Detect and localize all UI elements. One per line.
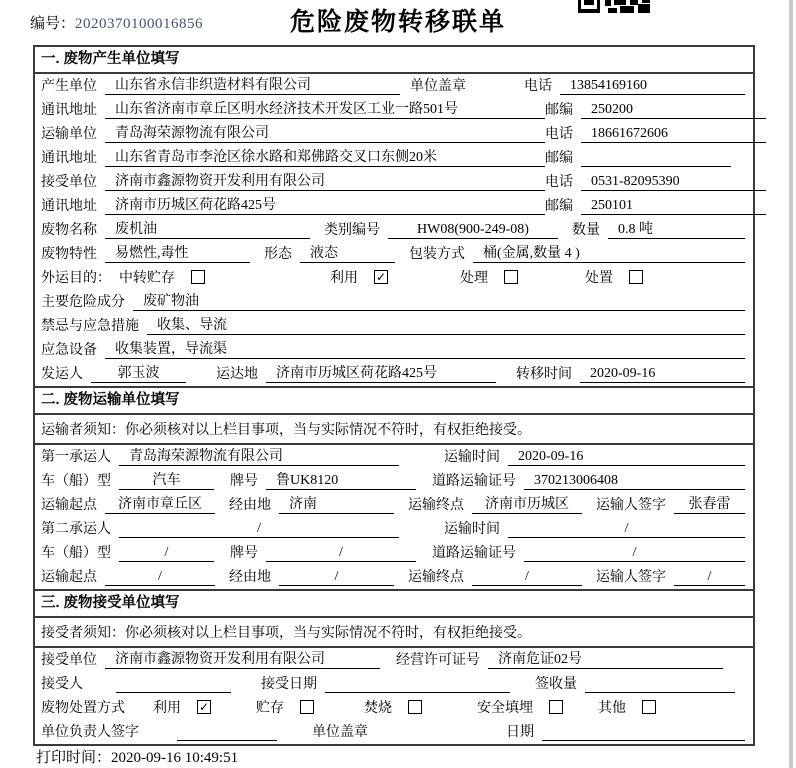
print-time-label: 打印时间：: [36, 750, 112, 766]
transport-time2-value: /: [508, 521, 745, 538]
producer-zip-value: 250200: [581, 102, 766, 119]
hazard-component-label: 主要危险成分: [41, 295, 125, 310]
disposal-use-label: 利用: [153, 701, 181, 716]
purpose-option-storage: [119, 267, 205, 287]
receiver-zip-label: 邮编: [545, 199, 573, 214]
route1-via-value: 济南: [279, 493, 394, 514]
route2-via-value: /: [279, 569, 394, 586]
receiver-zip-value: 250101: [581, 198, 766, 215]
transporter-address-row: [35, 146, 753, 170]
disposal-option-storage: [256, 697, 314, 717]
accept-date-label: 接受日期: [261, 677, 317, 692]
disposal-storage-label: 贮存: [256, 701, 284, 716]
waste-form-value: 液态: [300, 242, 395, 263]
vehicle2-row: [35, 541, 753, 565]
purpose-option-treat: [460, 267, 518, 287]
checkbox-mark: ✓: [198, 699, 210, 714]
receiver-address-row: [35, 194, 753, 218]
route2-start-value: /: [105, 569, 215, 586]
emergency-equipment-label: 应急设备: [41, 343, 97, 358]
purpose-option-use: [330, 267, 388, 287]
transporter-phone-value: 18661672606: [581, 126, 766, 143]
hazard-component-value: 废矿物油: [133, 290, 745, 311]
producer-label: 产生单位: [41, 79, 97, 94]
disposal-incinerate-label: 焚烧: [364, 701, 392, 716]
page-title: 危险废物转移联单: [289, 8, 506, 36]
producer-value: 山东省永信非织造材料有限公司: [105, 74, 400, 95]
responsible-sign-value: [177, 724, 277, 741]
taboo-measures-row: [35, 314, 753, 338]
producer-row: [35, 74, 753, 98]
dispatcher-label: 发运人: [41, 367, 83, 382]
waste-qty-label: 数量: [572, 223, 600, 238]
producer-phone-label: 电话: [524, 79, 552, 94]
serial-value: 2020370100016856: [75, 16, 204, 32]
transporter-row: [35, 122, 753, 146]
disposal-method-label: 废物处置方式: [41, 701, 125, 716]
responsible-sign-label: 单位负责人签字: [41, 725, 139, 740]
vehicle1-type-label: 车（船）型: [41, 474, 111, 489]
emergency-equipment-row: [35, 338, 753, 362]
purpose-treat-label: 处理: [460, 271, 488, 286]
route2-sign-label: 运输人签字: [596, 570, 666, 585]
disposal-landfill-checkbox: [549, 700, 563, 714]
receiver-phone-value: 0531-82095390: [581, 174, 766, 191]
sign-date-value: [542, 724, 745, 741]
transfer-time-label: 转移时间: [516, 367, 572, 382]
transfer-purpose-label: 外运目的：: [41, 271, 111, 286]
acceptor-row: [35, 672, 753, 696]
route1-via-label: 经由地: [229, 498, 271, 513]
disposal-option-landfill: [477, 697, 563, 717]
acceptor-value: [116, 676, 231, 693]
acceptor-label: 接受人: [41, 677, 83, 692]
purpose-treat-checkbox: [504, 270, 518, 284]
waste-character-row: [35, 242, 753, 266]
route1-start-value: 济南市章丘区: [105, 493, 215, 514]
waste-character-value: 易燃性,毒性: [105, 242, 250, 263]
section2-header: 二. 废物运输单位填写: [35, 386, 753, 415]
qr-code-partial-icon: [578, 0, 650, 13]
sign-date-label: 日期: [506, 725, 534, 740]
vehicle1-type-value: 汽车: [119, 469, 214, 490]
print-time-value: 2020-09-16 10:49:51: [111, 750, 239, 766]
destination-value: 济南市历城区荷花路425号: [266, 362, 496, 383]
permit-label: 经营许可证号: [396, 653, 480, 668]
first-carrier-row: [35, 445, 753, 469]
route2-start-label: 运输起点: [41, 570, 97, 585]
transporter-label: 运输单位: [41, 127, 97, 142]
transporter-address-label: 通讯地址: [41, 151, 97, 166]
route2-end-label: 运输终点: [408, 570, 464, 585]
first-carrier-value: 青岛海荣源物流有限公司: [119, 445, 399, 466]
route2-row: [35, 565, 753, 589]
producer-address-row: [35, 98, 753, 122]
producer-zip-label: 邮编: [545, 103, 573, 118]
transporter-zip-value: [581, 150, 731, 167]
vehicle2-type-label: 车（船）型: [41, 546, 111, 561]
waste-name-label: 废物名称: [41, 223, 97, 238]
purpose-use-label: 利用: [330, 271, 358, 286]
disposal-method-row: [35, 696, 753, 720]
signed-qty-value: [585, 676, 735, 693]
waste-form-label: 形态: [264, 247, 292, 262]
disposal-option-other: [598, 697, 656, 717]
page-edge-divider: [789, 0, 793, 768]
section3-header: 三. 废物接受单位填写: [35, 589, 753, 618]
disposal-landfill-label: 安全填埋: [477, 701, 533, 716]
road-license2-label: 道路运输证号: [432, 546, 516, 561]
transfer-time-value: 2020-09-16: [580, 366, 745, 383]
second-carrier-row: [35, 517, 753, 541]
transport-time1-value: 2020-09-16: [508, 449, 745, 466]
hazard-component-row: [35, 290, 753, 314]
transporter-notice: 运输者须知：你必须核对以上栏目事项，当与实际情况不符时，有权拒绝接受。: [35, 415, 753, 445]
packing-label: 包装方式: [409, 247, 465, 262]
disposal-option-incinerate: [364, 697, 422, 717]
responsible-sign-row: [35, 720, 753, 744]
transporter-zip-label: 邮编: [545, 151, 573, 166]
print-time: [36, 746, 238, 767]
hazardous-waste-transfer-form: [33, 45, 755, 746]
route1-start-label: 运输起点: [41, 498, 97, 513]
receiver-phone-label: 电话: [545, 175, 573, 190]
permit-value: 济南危证02号: [488, 648, 723, 669]
receiver-row: [35, 170, 753, 194]
waste-character-label: 废物特性: [41, 247, 97, 262]
purpose-use-checkbox: [374, 270, 388, 284]
producer-seal-label: 单位盖章: [410, 79, 466, 94]
first-carrier-label: 第一承运人: [41, 450, 111, 465]
transporter-phone-label: 电话: [545, 127, 573, 142]
taboo-measures-value: 收集、导流: [147, 314, 745, 335]
section1-header: 一. 废物产生单位填写: [35, 47, 753, 74]
receiver-label: 接受单位: [41, 175, 97, 190]
waste-name-value: 废机油: [105, 218, 310, 239]
destination-label: 运达地: [216, 367, 258, 382]
producer-phone-value: 13854169160: [560, 78, 745, 95]
road-license1-value: 370213006408: [524, 473, 745, 490]
producer-address-value: 山东省济南市章丘区明水经济技术开发区工业一路501号: [105, 98, 545, 119]
waste-code-value: HW08(900-249-08): [388, 222, 558, 239]
transporter-value: 青岛海荣源物流有限公司: [105, 122, 545, 143]
plate2-value: /: [266, 545, 416, 562]
disposal-incinerate-checkbox: [408, 700, 422, 714]
transporter-address-value: 山东省青岛市李沧区徐水路和郑佛路交叉口东侧20米: [105, 146, 545, 167]
serial-label: 编号：: [30, 16, 76, 32]
receiver-value: 济南市鑫源物资开发利用有限公司: [105, 170, 545, 191]
vehicle2-type-value: /: [119, 545, 214, 562]
purpose-storage-label: 中转贮存: [119, 271, 175, 286]
waste-qty-value: 0.8 吨: [608, 218, 745, 239]
route1-end-label: 运输终点: [408, 498, 464, 513]
disposal-other-label: 其他: [598, 701, 626, 716]
purpose-option-dispose: [585, 267, 643, 287]
purpose-dispose-checkbox: [629, 270, 643, 284]
route1-sign-label: 运输人签字: [596, 498, 666, 513]
accept-date-value: [325, 676, 510, 693]
plate2-label: 牌号: [230, 546, 258, 561]
dispatcher-value: 郭玉波: [91, 362, 186, 383]
second-carrier-value: /: [119, 521, 399, 538]
accepting-unit-label: 接受单位: [41, 653, 97, 668]
dispatch-row: [35, 362, 753, 386]
signed-qty-label: 签收量: [535, 677, 577, 692]
transport-time2-label: 运输时间: [444, 522, 500, 537]
plate1-value: 鲁UK8120: [266, 469, 416, 490]
road-license2-value: /: [524, 545, 745, 562]
transfer-purpose-row: [35, 266, 753, 290]
route1-end-value: 济南市历城区: [472, 493, 582, 514]
unit-seal-label: 单位盖章: [312, 725, 368, 740]
checkbox-mark: ✓: [375, 269, 387, 284]
disposal-use-checkbox: [197, 700, 211, 714]
disposal-option-use: [153, 697, 211, 717]
accepting-unit-value: 济南市鑫源物资开发利用有限公司: [105, 648, 380, 669]
waste-code-label: 类别编号: [324, 223, 380, 238]
receiver-address-label: 通讯地址: [41, 199, 97, 214]
receiver-address-value: 济南市历城区荷花路425号: [105, 194, 545, 215]
route1-sign-value: 张春雷: [674, 493, 745, 514]
packing-value: 桶(金属,数量 4 ): [473, 242, 745, 263]
taboo-measures-label: 禁忌与应急措施: [41, 319, 139, 334]
route2-via-label: 经由地: [229, 570, 271, 585]
transport-time1-label: 运输时间: [444, 450, 500, 465]
plate1-label: 牌号: [230, 474, 258, 489]
purpose-dispose-label: 处置: [585, 271, 613, 286]
accepting-unit-row: [35, 648, 753, 672]
route1-row: [35, 493, 753, 517]
purpose-storage-checkbox: [191, 270, 205, 284]
disposal-other-checkbox: [642, 700, 656, 714]
producer-address-label: 通讯地址: [41, 103, 97, 118]
emergency-equipment-value: 收集装置，导流渠: [105, 338, 745, 359]
vehicle1-row: [35, 469, 753, 493]
second-carrier-label: 第二承运人: [41, 522, 111, 537]
route2-sign-value: /: [674, 569, 745, 586]
road-license1-label: 道路运输证号: [432, 474, 516, 489]
receiver-notice: 接受者须知：你必须核对以上栏目事项，当与实际情况不符时，有权拒绝接受。: [35, 618, 753, 648]
route2-end-value: /: [472, 569, 582, 586]
disposal-storage-checkbox: [300, 700, 314, 714]
waste-name-row: [35, 218, 753, 242]
